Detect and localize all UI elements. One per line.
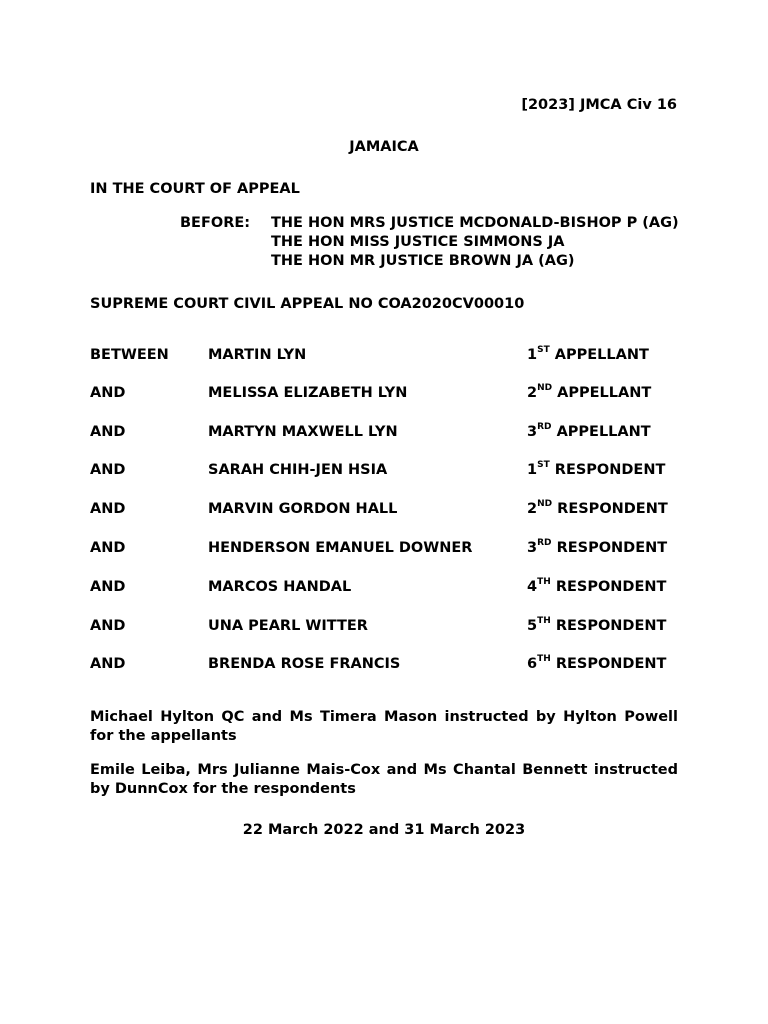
party-row — [0, 423, 768, 443]
party-name: HENDERSON EMANUEL DOWNER — [208, 540, 473, 556]
party-connector: AND — [90, 385, 126, 401]
party-connector: AND — [90, 501, 126, 517]
party-role: 1ST RESPONDENT — [527, 460, 666, 478]
party-connector: AND — [90, 462, 126, 478]
party-name: MARTIN LYN — [208, 347, 307, 363]
party-row — [0, 578, 768, 598]
party-row — [0, 539, 768, 559]
party-row — [0, 500, 768, 520]
party-row — [0, 384, 768, 404]
party-name: MELISSA ELIZABETH LYN — [208, 385, 408, 401]
party-connector: AND — [90, 424, 126, 440]
party-role: 2ND RESPONDENT — [527, 499, 668, 517]
party-connector: AND — [90, 579, 126, 595]
party-connector: AND — [90, 618, 126, 634]
judge-1: THE HON MRS JUSTICE MCDONALD-BISHOP P (AG) — [271, 215, 679, 231]
party-role: 5TH RESPONDENT — [527, 616, 667, 634]
party-name: MARVIN GORDON HALL — [208, 501, 398, 517]
party-connector: BETWEEN — [90, 347, 169, 363]
party-connector: AND — [90, 540, 126, 556]
judges-list — [271, 214, 679, 271]
party-name: MARCOS HANDAL — [208, 579, 352, 595]
counsel-respondents: Emile Leiba, Mrs Julianne Mais-Cox and Ms Chantal Bennett instructed by DunnCox for the respondents — [90, 762, 678, 797]
party-connector: AND — [90, 656, 126, 672]
before-label: BEFORE: — [180, 215, 251, 231]
judge-3: THE HON MR JUSTICE BROWN JA (AG) — [271, 253, 575, 269]
party-row — [0, 655, 768, 675]
judge-2: THE HON MISS JUSTICE SIMMONS JA — [271, 234, 565, 250]
party-name: SARAH CHIH-JEN HSIA — [208, 462, 388, 478]
party-role: 3RD RESPONDENT — [527, 538, 668, 556]
country-heading: JAMAICA — [349, 139, 419, 155]
party-name: UNA PEARL WITTER — [208, 618, 368, 634]
party-role: 6TH RESPONDENT — [527, 654, 667, 672]
party-role: 4TH RESPONDENT — [527, 577, 667, 595]
party-role: 2ND APPELLANT — [527, 383, 652, 401]
hearing-dates: 22 March 2022 and 31 March 2023 — [242, 822, 526, 838]
case-citation: [2023] JMCA Civ 16 — [521, 97, 677, 113]
counsel-appellants: Michael Hylton QC and Ms Timera Mason instructed by Hylton Powell for the appellants — [90, 709, 678, 744]
party-role: 1ST APPELLANT — [527, 345, 649, 363]
appeal-number: SUPREME COURT CIVIL APPEAL NO COA2020CV00010 — [90, 296, 525, 312]
court-heading: IN THE COURT OF APPEAL — [90, 181, 300, 197]
party-name: MARTYN MAXWELL LYN — [208, 424, 398, 440]
party-row — [0, 617, 768, 637]
party-row — [0, 346, 768, 366]
party-role: 3RD APPELLANT — [527, 422, 651, 440]
party-row — [0, 461, 768, 481]
party-name: BRENDA ROSE FRANCIS — [208, 656, 401, 672]
